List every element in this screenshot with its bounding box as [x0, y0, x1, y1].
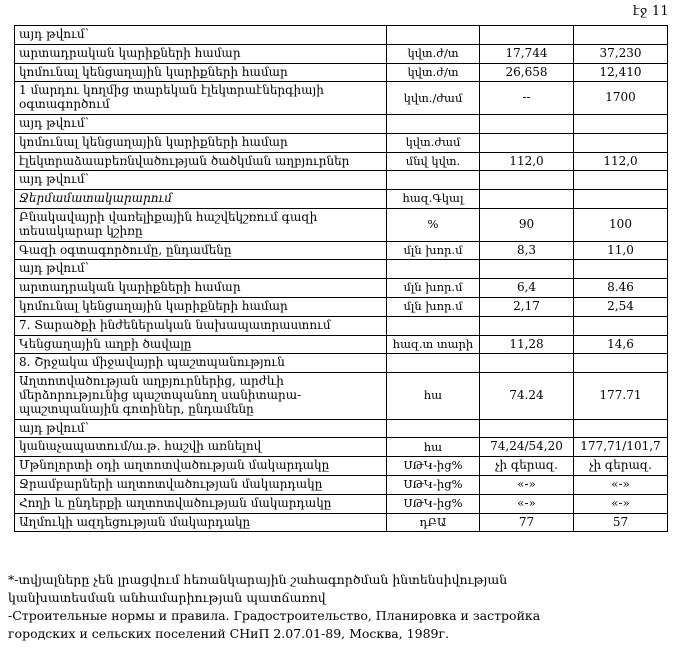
- row-value-2: [574, 260, 668, 279]
- row-label: Ջրամբարների աղտոտվածության մակարդակը: [15, 475, 387, 494]
- row-value-1: --: [480, 82, 574, 115]
- page-number-label: էջ 11: [632, 4, 669, 19]
- row-label: Աղմուկի ազդեցության մակարդակը: [15, 513, 387, 532]
- row-label: կանաչապատում/ա.թ. հաշվի առնելով: [15, 438, 387, 457]
- row-value-2: [574, 354, 668, 373]
- row-unit: մլն խոր.մ: [387, 279, 480, 298]
- row-value-1: [480, 114, 574, 133]
- table-row: [15, 63, 668, 82]
- table-row: [15, 241, 668, 260]
- table-row: [15, 26, 668, 45]
- table-row: [15, 316, 668, 335]
- row-label: այդ թվում՝: [15, 26, 387, 45]
- row-value-1: 17,744: [480, 44, 574, 63]
- indicators-table: [14, 25, 668, 532]
- row-value-2: [574, 114, 668, 133]
- row-label: էլեկտրաձաաբեռնվածության ծածկման աղբյուրներ: [15, 152, 387, 171]
- row-value-2: չի գերազ.: [574, 457, 668, 476]
- row-value-2: 37,230: [574, 44, 668, 63]
- row-value-2: [574, 133, 668, 152]
- row-value-2: «-»: [574, 475, 668, 494]
- row-value-1: [480, 190, 574, 209]
- row-label: Ջերմամատակարարում: [15, 190, 387, 209]
- row-value-1: [480, 171, 574, 190]
- row-value-2: 112,0: [574, 152, 668, 171]
- row-label: Բնակավայրի վառելիքային հաշվեկշռում գազի տեսակարար կշիռը: [15, 208, 387, 241]
- table-row: [15, 114, 668, 133]
- row-value-1: [480, 316, 574, 335]
- row-value-1: 6,4: [480, 279, 574, 298]
- row-value-1: 26,658: [480, 63, 574, 82]
- row-unit: %: [387, 208, 480, 241]
- row-unit: հա: [387, 438, 480, 457]
- row-unit: [387, 114, 480, 133]
- row-value-2: 14,6: [574, 335, 668, 354]
- row-value-1: [480, 260, 574, 279]
- row-value-2: [574, 419, 668, 438]
- table-row: [15, 438, 668, 457]
- row-unit: ՍԹԿ-ից%: [387, 475, 480, 494]
- table-row: [15, 208, 668, 241]
- row-unit: կվտ.ժամ: [387, 133, 480, 152]
- row-unit: կվտ.ժ/տ: [387, 63, 480, 82]
- table-row: [15, 354, 668, 373]
- table-row: [15, 494, 668, 513]
- table-row: [15, 152, 668, 171]
- row-value-2: [574, 171, 668, 190]
- row-label: Մթնոլորտի օդի աղտոտվածության մակարդակը: [15, 457, 387, 476]
- footnote-line-3: -Строительные нормы и правила. Градостроительство, Планировка и застройка: [8, 607, 541, 623]
- row-value-2: [574, 26, 668, 45]
- footnote-line-4: городских и сельских поселений СНиП 2.07.01-89, Москва, 1989г.: [8, 625, 450, 641]
- row-unit: [387, 316, 480, 335]
- row-label: այդ թվում՝: [15, 260, 387, 279]
- row-value-2: 177,71/101,7: [574, 438, 668, 457]
- row-value-1: [480, 26, 574, 45]
- row-value-2: «-»: [574, 494, 668, 513]
- table-row: [15, 44, 668, 63]
- row-value-1: չի գերազ.: [480, 457, 574, 476]
- row-unit: հա: [387, 373, 480, 419]
- row-unit: [387, 26, 480, 45]
- row-label: այդ թվում՝: [15, 171, 387, 190]
- footnote-line-1: *-տվյալները չեն լրացվում հեռանկարային շահագործման ինտենսիվության: [8, 572, 508, 587]
- row-unit: մլն խոր.մ: [387, 297, 480, 316]
- row-label: կոմունալ կենցաղային կարիքների համար: [15, 133, 387, 152]
- row-value-2: 8.46: [574, 279, 668, 298]
- row-value-2: [574, 190, 668, 209]
- footnote-line-2: կանխատեսման անհամարիության պատճառով: [8, 589, 326, 605]
- table-row: [15, 513, 668, 532]
- row-label: 7. Տարածքի ինժեներական նախապատրաստում: [15, 316, 387, 335]
- row-label: արտադրական կարիքների համար: [15, 44, 387, 63]
- row-unit: դԲԱ: [387, 513, 480, 532]
- row-value-1: «-»: [480, 494, 574, 513]
- row-value-1: [480, 419, 574, 438]
- row-unit: հազ.Գկալ: [387, 190, 480, 209]
- row-unit: կվտ.ժ/տ: [387, 44, 480, 63]
- row-unit: մլն խոր.մ: [387, 241, 480, 260]
- row-label: կոմունալ կենցաղային կարիքների համար: [15, 297, 387, 316]
- table-row: [15, 279, 668, 298]
- table-body: [15, 26, 668, 532]
- row-label: Աղտոտվածության աղբյուրներից, արժևի մերձորությունից պաշտպանող սանիտարա-պաշտպանային գոտիներ, ընդամենը: [15, 373, 387, 419]
- row-label: Հողի և ընդերքի աղտոտվածության մակարդակը: [15, 494, 387, 513]
- row-value-1: «-»: [480, 475, 574, 494]
- row-unit: ՍԹԿ-ից%: [387, 457, 480, 476]
- row-value-2: 57: [574, 513, 668, 532]
- row-value-1: 2,17: [480, 297, 574, 316]
- row-value-1: 77: [480, 513, 574, 532]
- row-value-2: 177.71: [574, 373, 668, 419]
- row-unit: ՍԹԿ-ից%: [387, 494, 480, 513]
- row-label: Գազի օգտագործումը, ընդամենը: [15, 241, 387, 260]
- row-label: կոմունալ կենցաղային կարիքների համար: [15, 63, 387, 82]
- row-value-1: 11,28: [480, 335, 574, 354]
- row-value-2: 2,54: [574, 297, 668, 316]
- row-value-1: [480, 133, 574, 152]
- table-row: [15, 171, 668, 190]
- row-value-2: 100: [574, 208, 668, 241]
- row-value-2: 1700: [574, 82, 668, 115]
- row-value-2: [574, 316, 668, 335]
- row-label: Կենցաղային աղբի ծավալը: [15, 335, 387, 354]
- row-value-1: 74,24/54,20: [480, 438, 574, 457]
- row-label: այդ թվում՝: [15, 114, 387, 133]
- row-value-1: 8,3: [480, 241, 574, 260]
- row-unit: կվտ./ժամ: [387, 82, 480, 115]
- row-value-2: 12,410: [574, 63, 668, 82]
- row-value-1: 74.24: [480, 373, 574, 419]
- table-row: [15, 475, 668, 494]
- table-row: [15, 373, 668, 419]
- row-label: 8. Շրջակա միջավայրի պաշտպանություն: [15, 354, 387, 373]
- table-row: [15, 133, 668, 152]
- row-label: արտադրական կարիքների համար: [15, 279, 387, 298]
- row-unit: [387, 260, 480, 279]
- table-row: [15, 457, 668, 476]
- row-label: 1 մարդու կողմից տարեկան էլեկտրաէներգիայի օգտագործում: [15, 82, 387, 115]
- row-value-1: [480, 354, 574, 373]
- table-row: [15, 419, 668, 438]
- row-label: այդ թվում՝: [15, 419, 387, 438]
- footnotes: [8, 572, 668, 644]
- row-value-1: 112,0: [480, 152, 574, 171]
- table-row: [15, 82, 668, 115]
- row-unit: [387, 419, 480, 438]
- table-row: [15, 190, 668, 209]
- row-value-1: 90: [480, 208, 574, 241]
- row-unit: [387, 354, 480, 373]
- row-unit: [387, 171, 480, 190]
- row-unit: հազ.տ տարի: [387, 335, 480, 354]
- table-row: [15, 335, 668, 354]
- row-value-2: 11,0: [574, 241, 668, 260]
- row-unit: մնվ կվտ.: [387, 152, 480, 171]
- table-row: [15, 260, 668, 279]
- table-row: [15, 297, 668, 316]
